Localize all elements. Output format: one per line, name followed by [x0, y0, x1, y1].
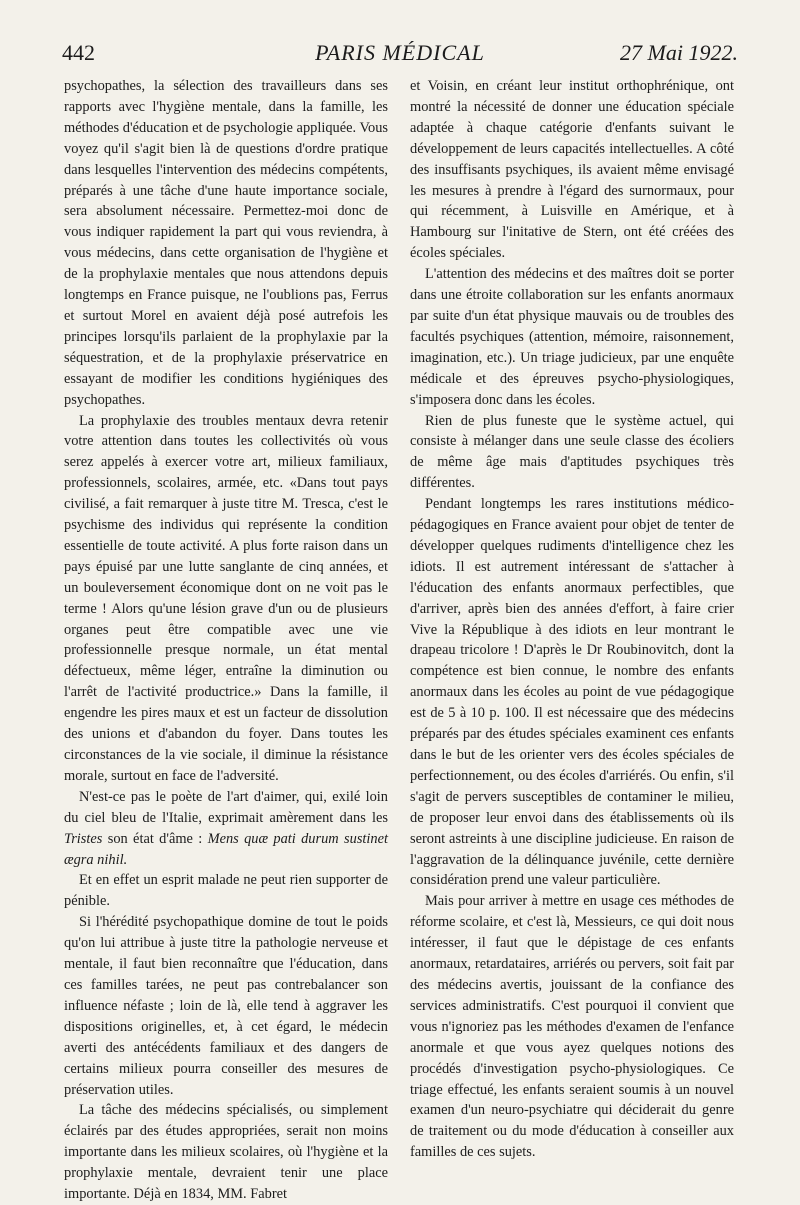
latin-quote: Mens quæ pati durum sustinet ægra nihil.	[64, 830, 388, 868]
paragraph: L'attention des médecins et des maîtres doit se porter dans une étroite collaboration sur les enfants anormaux par suite d'un état physique mauvais ou de troubles des facultés psychiques (attention, mémoire, raisonnement, imagination, etc.). Un triage judicieux, par une enquête médicale et des épreuves psycho-physiologiques, s'imposera donc dans les écoles.	[410, 266, 734, 408]
issue-date: 27 Mai 1922.	[620, 40, 738, 65]
paragraph: psychopathes, la sélection des travailleurs dans ses rapports avec l'hygiène mentale, dans la famille, les méthodes d'éducation et de psychologie appliquée. Vous voyez qu'il s'agit bien là de questions d'ordre pratique dans lesquelles l'intervention des médecins compétents, préparés à une tâche d'une haute importance sociale, sera absolument nécessaire. Permettez-moi donc de vous indiquer rapidement la part qui vous reviendra, à vous médecins, dans cette organisation de l'hygiène et de la prophylaxie mentales que nous attendons depuis longtemps en France puisque, ne l'oublions pas, Ferrus et surtout Morel en avaient déjà posé autrefois les principes lorsqu'ils parlaient de la prophylaxie par la séquestration, et de la prophylaxie préservatrice en essayant de modifier les conditions hygiéniques des psychopathes.	[64, 78, 388, 408]
journal-title: PARIS MÉDICAL	[315, 40, 485, 65]
paragraph: Mais pour arriver à mettre en usage ces méthodes de réforme scolaire, et c'est là, Messieurs, ce qui doit nous intéresser, il faut que le dépistage de ces enfants anormaux, retardataires, arriérés ou pervers, soit fait par des médecins avertis, jouissant de la confiance des services administratifs. C'est pourquoi il convient que vous n'ignoriez pas les méthodes d'examen de l'enfance anormale et que vous ayez quelques notions des procédés d'investigation psycho-physiologiques. Ce triage effectué, les enfants seraient soumis à un nouvel examen d'un neuro-psychiatre qui déciderait du genre de traitement ou du mode d'éducation à conseiller aux familles de ces sujets.	[410, 893, 734, 1161]
left-column	[64, 76, 388, 1205]
paragraph: Et en effet un esprit malade ne peut rien supporter de pénible.	[64, 872, 388, 910]
right-column	[410, 76, 734, 1163]
paragraph: Pendant longtemps les rares institutions médico-pédagogiques en France avaient pour objet de tenter de développer quelques rudiments d'intelligence chez les idiots. Il est autrement intéressant de s'attacher à l'éducation des enfants anormaux perfectibles, que d'arriver, après bien des années d'effort, à faire crier Vive la République à des idiots en leur montrant le drapeau tricolore ! D'après le Dr Roubinovitch, dont la compétence est bien connue, le nombre des enfants anormaux dans les écoles au point de vue pédagogique est de 5 à 10 p. 100. Il est nécessaire que des médecins préparés par des études spéciales examinent ces enfants dans le but de les orienter vers des écoles spéciales de perfectionnement, ou des écoles d'arriérés. Ou enfin, s'il s'agit de pervers susceptibles de contaminer le milieu, de proposer leur envoi dans des établissements où ils seront astreints à une discipline judicieuse. En raison de l'aggravation de la délinquance juvénile, cette dernière considération prend une valeur particulière.	[410, 496, 734, 889]
page-header	[62, 40, 738, 70]
paragraph: Rien de plus funeste que le système actuel, qui consiste à mélanger dans une seule classe des écoliers de même âge mais d'aptitudes psychiques très différentes.	[410, 412, 734, 492]
paragraph-text: N'est-ce pas le poète de l'art d'aimer, qui, exilé loin du ciel bleu de l'Italie, exprimait amèrement dans les	[64, 788, 388, 826]
paragraph: Si l'hérédité psychopathique domine de tout le poids qu'on lui attribue à juste titre la pathologie nerveuse et mentale, il faut bien reconnaître que l'éducation, dans ces familles tarées, ne peut pas contrebalancer son influence néfaste ; loin de là, elle tend à aggraver les dispositions originelles, et, à cet égard, le médecin averti des antécédents familiaux et des dangers de certains milieux pourra conseiller des mesures de préservation utiles.	[64, 914, 388, 1098]
paragraph-text: son état d'âme :	[102, 830, 208, 847]
paragraph: La tâche des médecins spécialisés, ou simplement éclairés par des études appropriées, serait non moins importante dans les milieux scolaires, où l'hygiène et la prophylaxie mentale, devraient tenir une place importante. Déjà en 1834, MM. Fabret	[64, 1102, 388, 1203]
work-title: Tristes	[64, 830, 103, 847]
paragraph	[64, 787, 388, 871]
paragraph: et Voisin, en créant leur institut orthophrénique, ont montré la nécessité de donner une éducation spéciale adaptée à chaque catégorie d'enfants suivant le développement de leurs capacités intellectuelles. A côté des insuffisants psychiques, ils avaient même envisagé les mesures à prendre à l'égard des surnormaux, pour qui récemment, à Luisville en Amérique, et à Hambourg sur l'initative de Stern, ont été créées des écoles spéciales.	[410, 78, 734, 262]
paragraph: La prophylaxie des troubles mentaux devra retenir votre attention dans toutes les collectivités où vous serez appelés à exercer votre art, milieux familiaux, professionnels, scolaires, armée, etc. «Dans tout pays civilisé, a fait remarquer à juste titre M. Tresca, c'est le psychisme des individus qui représente la condition essentielle de toute activité. A plus forte raison dans un pays épuisé par une lutte sanglante de cinq années, et un bouleversement économique dont on ne voit pas le terme ! Alors qu'une lésion grave d'un ou de plusieurs organes peut être compatible avec une vie professionnelle presque normale, un état mental défectueux, même léger, entraîne la diminution ou l'arrêt de l'activité productrice.» Dans la famille, il engendre les pires maux et est un facteur de dissolution des unions et d'abandon du foyer. Dans toutes les circonstances de la vie sociale, il diminue la résistance morale, surtout en face de l'adversité.	[64, 412, 388, 784]
page-number: 442	[62, 40, 95, 65]
